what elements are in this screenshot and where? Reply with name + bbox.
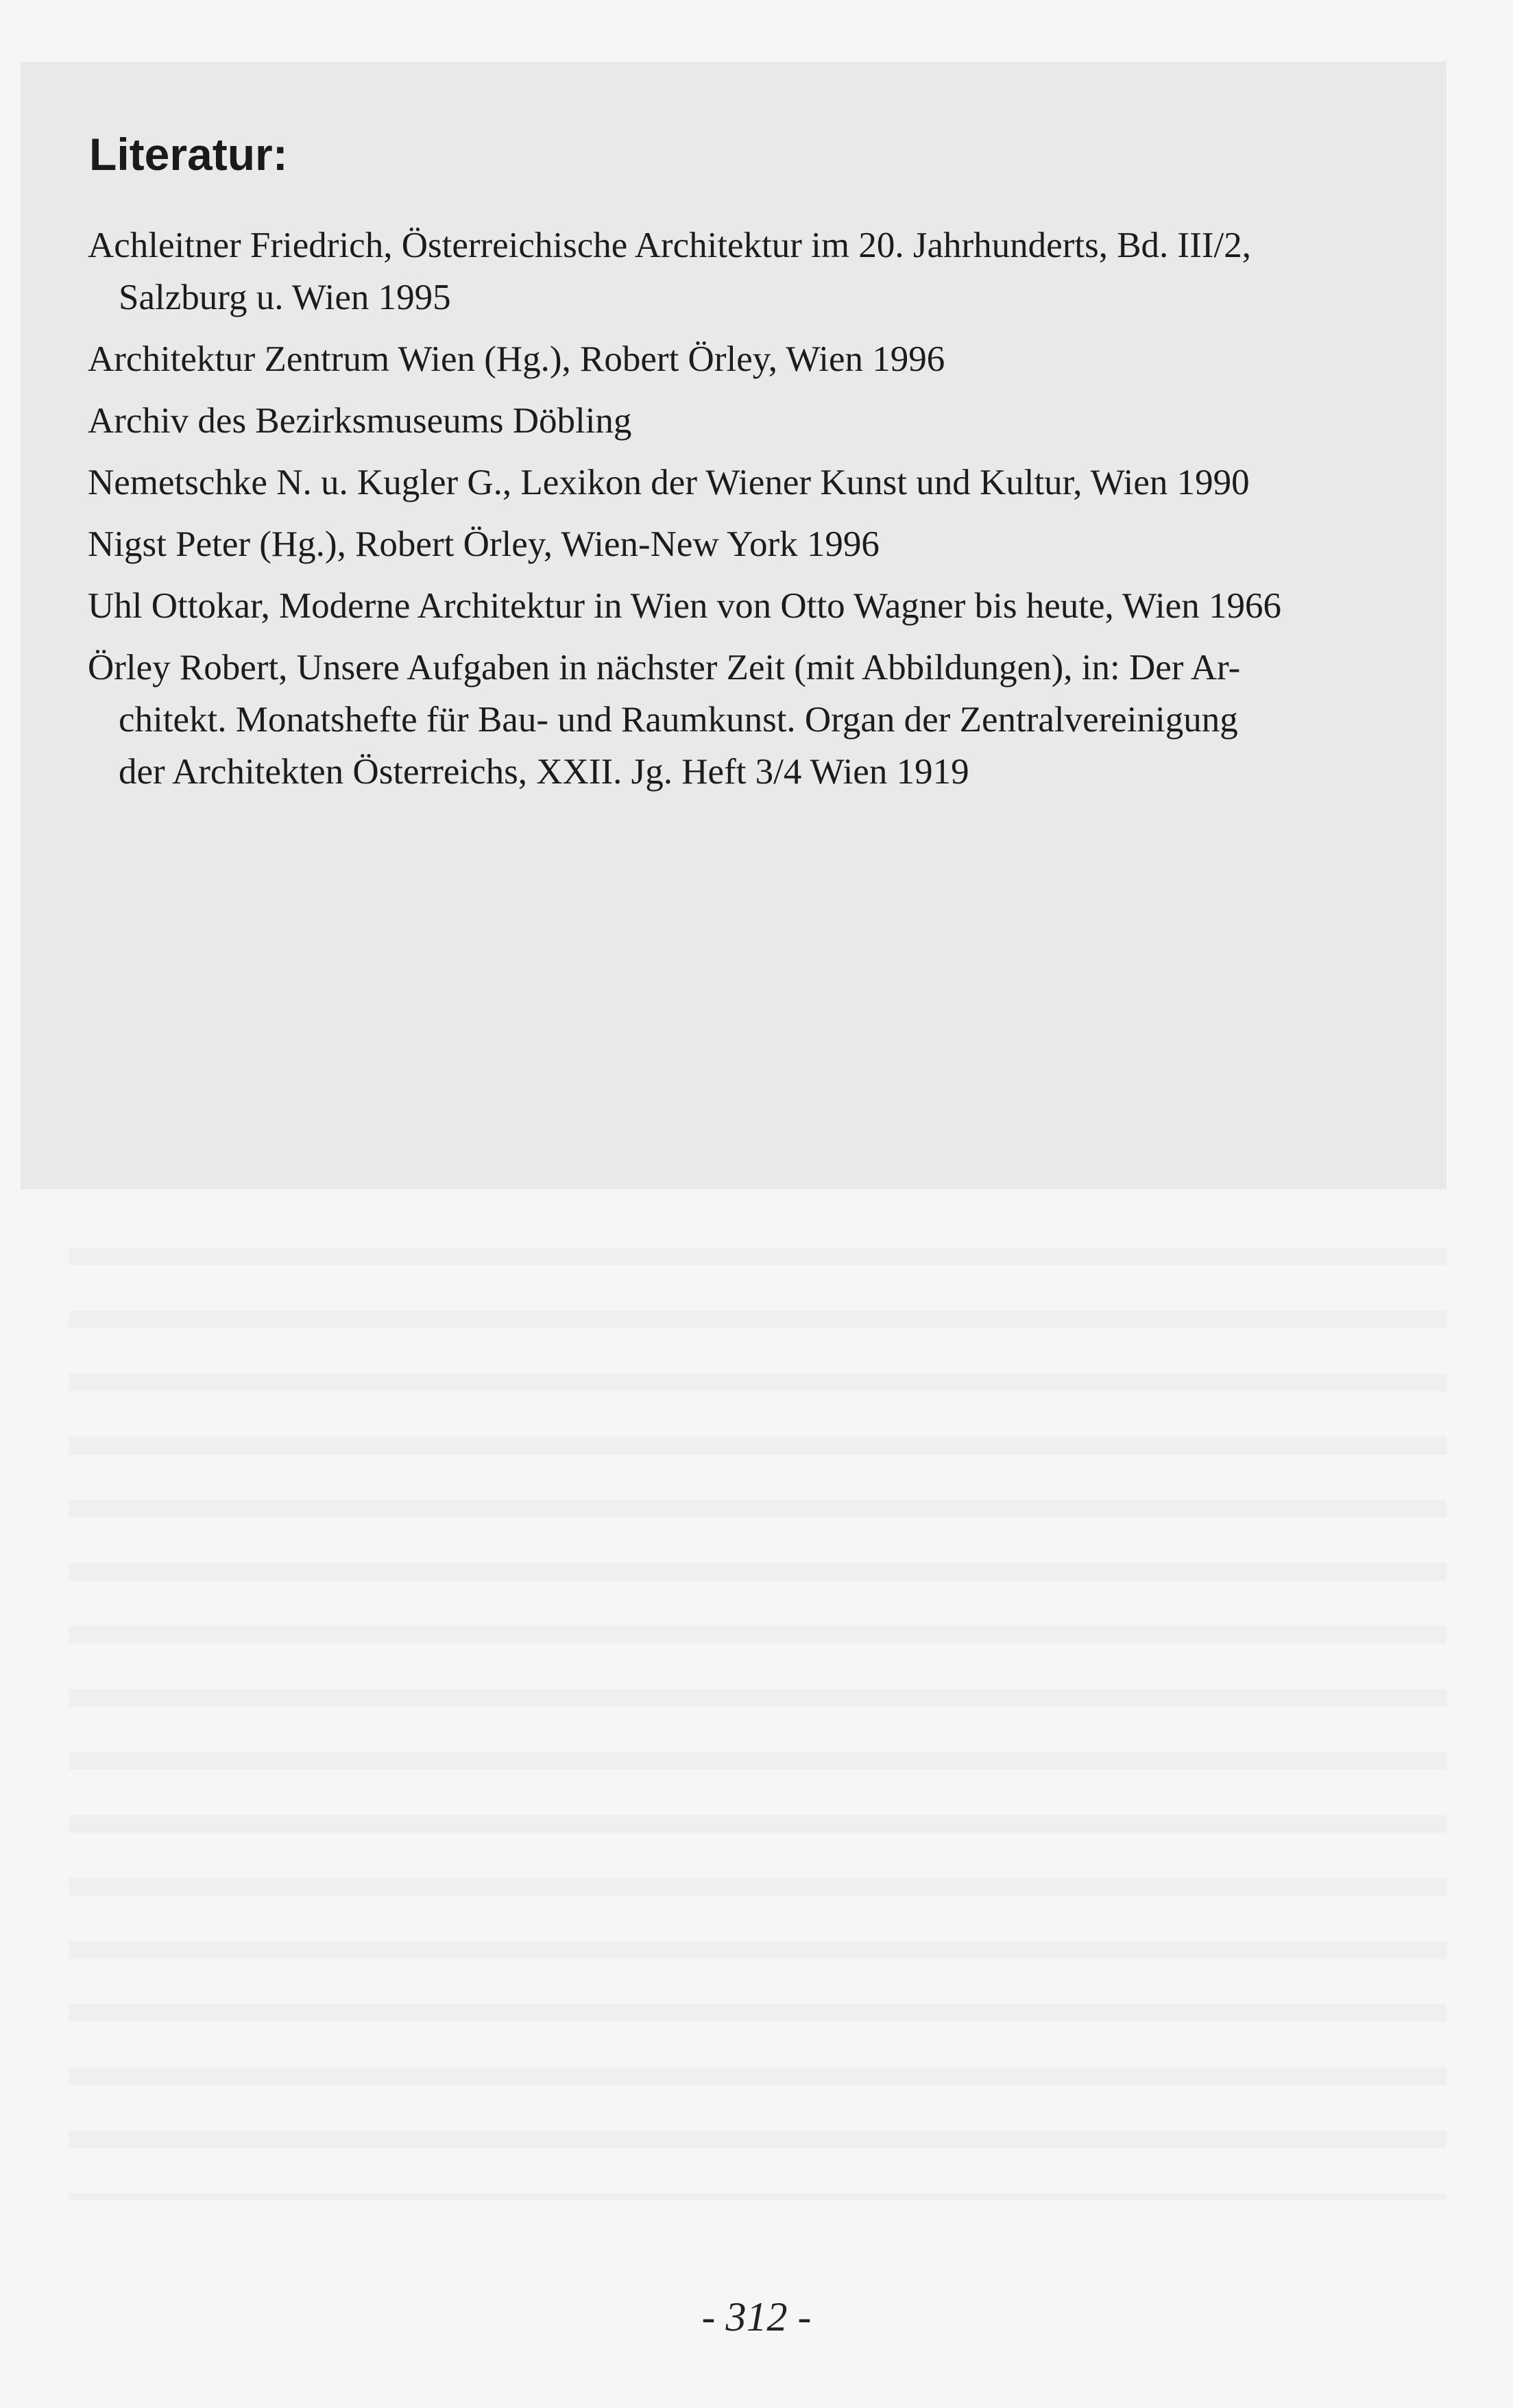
reference-line: Örley Robert, Unsere Aufgaben in nächster Zeit (mit Abbildungen), in: Der Ar-: [88, 648, 1241, 688]
reference-item: [88, 219, 1445, 324]
reference-item: Architektur Zentrum Wien (Hg.), Robert Örley, Wien 1996: [88, 339, 945, 379]
page-number: - 312 -: [701, 2294, 812, 2339]
show-through-text: [69, 1206, 1447, 2200]
reference-list: [88, 219, 1445, 807]
reference-line: chitekt. Monatshefte für Bau- und Raumkunst. Organ der Zentralvereinigung: [119, 700, 1238, 740]
reference-line: der Architekten Österreichs, XXII. Jg. Heft 3/4 Wien 1919: [119, 752, 969, 792]
reference-item: Uhl Ottokar, Moderne Architektur in Wien von Otto Wagner bis heute, Wien 1966: [88, 586, 1281, 626]
literature-heading: Literatur:: [89, 129, 288, 180]
reference-text-continued: Salzburg u. Wien 1995: [119, 278, 451, 317]
reference-item: Nigst Peter (Hg.), Robert Örley, Wien-New York 1996: [88, 524, 880, 564]
reference-text: Achleitner Friedrich, Österreichische Architektur im 20. Jahrhunderts, Bd. III/2,: [88, 226, 1251, 265]
reference-item: [88, 642, 1445, 798]
reference-item: Nemetschke N. u. Kugler G., Lexikon der Wiener Kunst und Kultur, Wien 1990: [88, 463, 1250, 502]
reference-item: Archiv des Bezirksmuseums Döbling: [88, 401, 632, 441]
